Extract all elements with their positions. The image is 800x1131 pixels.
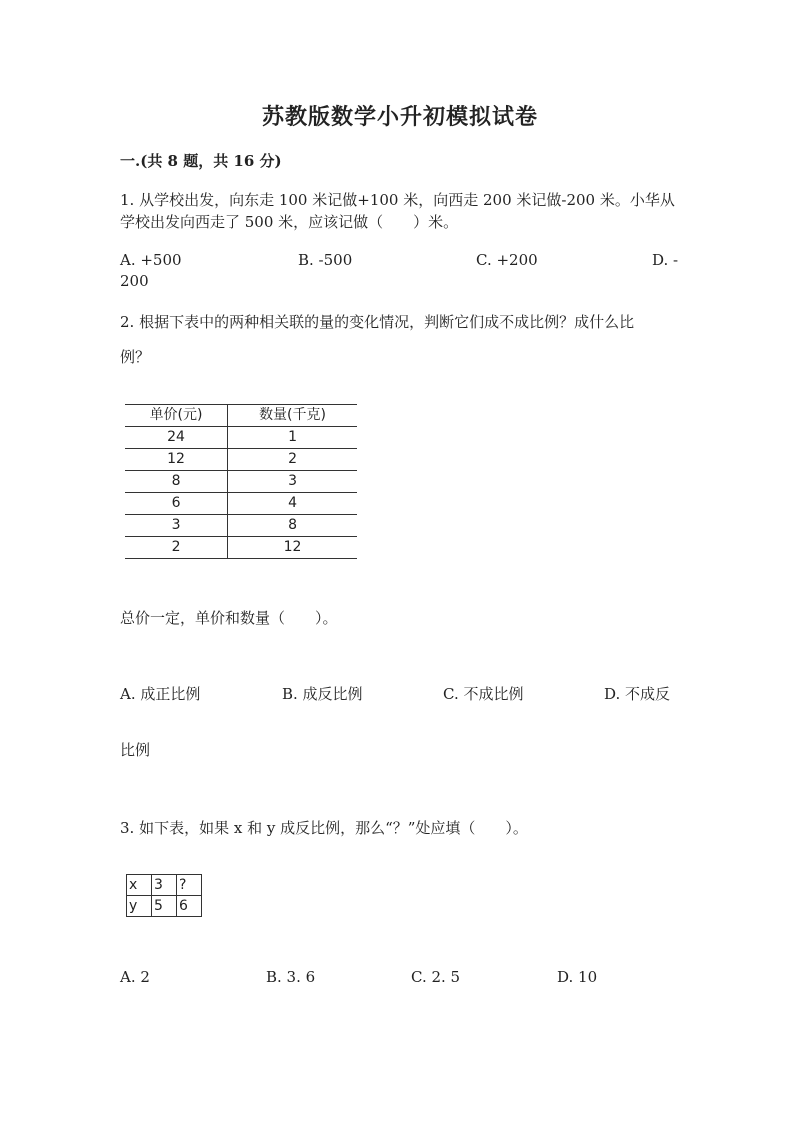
question-2-prompt: 总价一定，单价和数量（ ）。 [120,609,338,627]
table-cell: 5 [152,896,177,917]
question-2-option-a: A. 成正比例 [120,685,201,703]
question-1-line-1: 1. 从学校出发，向东走 100 米记做+100 米，向西走 200 米记做-200 米。小华从 [120,191,675,209]
question-2-option-d-wrap: 比例 [120,741,151,759]
question-2-line-2: 例？ [120,348,151,366]
question-1-line-2: 学校出发向西走了 500 米，应该记做（ ）米。 [120,213,459,231]
table-row [127,875,202,896]
table-cell: 6 [125,493,228,515]
question-3-option-b: B. 3. 6 [266,968,316,986]
table-cell: 6 [177,896,202,917]
table-cell: 3 [125,515,228,537]
header-unit-price: 单价(元) [125,405,228,427]
table-header-row [125,405,357,427]
table-cell: 1 [228,427,357,449]
table-row [125,449,357,471]
question-2-option-c: C. 不成比例 [443,685,524,703]
table-row [125,537,357,559]
table-cell: 3 [228,471,357,493]
price-quantity-table [125,404,357,559]
table-row [125,427,357,449]
question-2-line-1: 2. 根据下表中的两种相关联的量的变化情况，判断它们成不成比例？成什么比 [120,313,635,331]
question-3-option-d: D. 10 [557,968,598,986]
section-heading: 一.(共 8 题，共 16 分) [120,152,282,170]
table-cell: y [127,896,152,917]
question-3-option-a: A. 2 [120,968,150,986]
question-2-option-b: B. 成反比例 [282,685,363,703]
table-row [125,493,357,515]
header-quantity: 数量(千克) [228,405,357,427]
question-1-option-d-wrap: 200 [120,272,149,290]
question-1-option-d: D. - [652,251,679,269]
question-1-option-b: B. -500 [298,251,353,269]
table-cell: 4 [228,493,357,515]
table-cell: 8 [228,515,357,537]
table-cell: 12 [228,537,357,559]
table-row [125,515,357,537]
table-cell: 24 [125,427,228,449]
table-cell: 12 [125,449,228,471]
table-cell: x [127,875,152,896]
table-cell: 2 [125,537,228,559]
table-cell: 2 [228,449,357,471]
page-title: 苏教版数学小升初模拟试卷 [261,104,538,130]
question-1-option-c: C. +200 [476,251,538,269]
table-cell: ? [177,875,202,896]
table-row [125,471,357,493]
question-3-option-c: C. 2. 5 [411,968,461,986]
question-2-option-d: D. 不成反 [604,685,671,703]
table-row [127,896,202,917]
xy-table [126,874,202,917]
question-3-line-1: 3. 如下表，如果 x 和 y 成反比例，那么“？”处应填（ ）。 [120,819,528,837]
table-cell: 8 [125,471,228,493]
question-1-option-a: A. +500 [120,251,182,269]
table-cell: 3 [152,875,177,896]
